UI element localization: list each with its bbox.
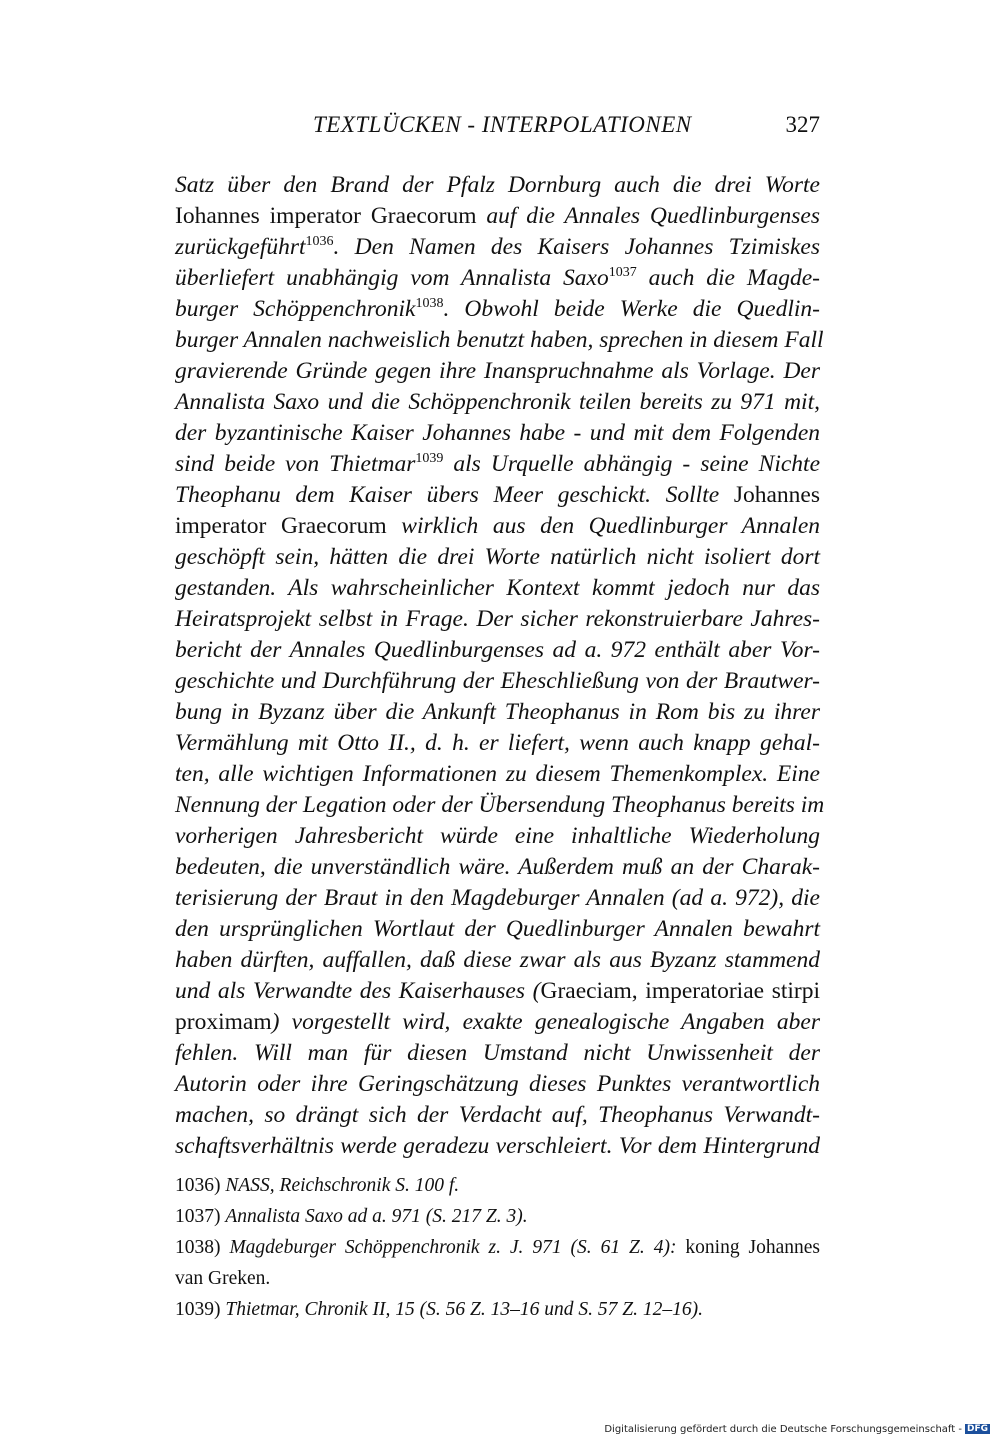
text-run: ) vorgestellt wird, exakte genealogische Angaben aber (271, 1009, 820, 1035)
text-run: machen, so drängt sich der Verdacht auf, Theophanus Verwandt- (175, 1102, 820, 1128)
body-line (175, 511, 820, 542)
text-run: sind beide von Thietmar (175, 451, 416, 477)
footnote-line (175, 1201, 820, 1232)
text-run: Thietmar, Chronik II, 15 (S. 56 Z. 13–16 und S. 57 Z. 12–16). (225, 1299, 703, 1320)
body-line (175, 1069, 820, 1100)
text-run: burger Schöppenchronik (175, 296, 416, 322)
text-run: 1038) (175, 1237, 230, 1258)
digitization-credit (604, 1424, 990, 1435)
body-line (175, 790, 825, 821)
text-run: . Obwohl beide Werke die Quedlin- (443, 296, 820, 322)
text-run: van Greken. (175, 1268, 271, 1289)
text-run: Magdeburger Schöppenchronik z. J. 971 (S. 61 Z. 4): (229, 1237, 677, 1258)
footnote-ref: 1037 (608, 265, 637, 280)
body-line (175, 170, 820, 201)
body-line (175, 666, 820, 697)
text-run: haben dürften, auffallen, daß diese zwar als aus Byzanz stammend (175, 947, 820, 973)
footnote-line (175, 1294, 820, 1325)
footnote-line (175, 1263, 820, 1294)
text-run: Graeciam, imperatoriae stirpi (540, 978, 820, 1004)
text-run: auch die Magde- (636, 265, 820, 291)
text-run: Annalista Saxo und die Schöppenchronik teilen bereits zu 971 mit, (175, 389, 820, 415)
text-run: bedeuten, die unverständlich wäre. Außerdem muß an der Charak- (175, 854, 820, 880)
text-run: und als Verwandte des Kaiserhauses ( (175, 978, 541, 1004)
text-run: bung in Byzanz über die Ankunft Theophanus in Rom bis zu ihrer (175, 699, 820, 725)
dfg-logo: DFG (966, 1424, 988, 1434)
footnote-ref: 1036 (305, 234, 334, 249)
text-run: Autorin oder ihre Geringschätzung dieses Punktes verantwortlich (175, 1071, 820, 1097)
footnote-line (175, 1232, 820, 1263)
text-run: den ursprünglichen Wortlaut der Quedlinburger Annalen bewahrt (175, 916, 820, 942)
body-line (175, 449, 820, 480)
footnotes (175, 1170, 820, 1325)
body-line (175, 1100, 820, 1131)
body-line (175, 480, 820, 511)
text-run: gravierende Gründe gegen ihre Inanspruchnahme als Vorlage. Der (175, 358, 820, 384)
text-run: zurückgeführt (175, 234, 306, 260)
body-line (175, 945, 820, 976)
body-line (175, 821, 820, 852)
text-run: ten, alle wichtigen Informationen zu diesem Themenkomplex. Eine (175, 761, 820, 787)
footnote-ref: 1038 (415, 296, 444, 311)
text-run: Vermählung mit Otto II., d. h. er liefert, wenn auch knapp gehal- (175, 730, 820, 756)
body-line (175, 232, 820, 263)
text-run: burger Annalen nachweislich benutzt haben, sprechen in diesem Fall (175, 327, 824, 353)
credit-text: Digitalisierung gefördert durch die Deutsche Forschungsgemeinschaft - (604, 1424, 962, 1435)
footnote-ref: 1039 (415, 451, 444, 466)
body-text (175, 170, 825, 1162)
running-title: TEXTLÜCKEN - INTERPOLATIONEN (313, 112, 692, 137)
text-run: Iohannes imperator Graecorum (175, 203, 487, 229)
body-line (175, 387, 820, 418)
text-run: Annalista Saxo ad a. 971 (S. 217 Z. 3). (225, 1206, 528, 1227)
text-run: geschichte und Durchführung der Eheschließung von der Brautwer- (175, 668, 820, 694)
body-line (175, 418, 820, 449)
body-line (175, 1131, 820, 1162)
body-line (175, 542, 820, 573)
body-line (175, 852, 820, 883)
text-run: gestanden. Als wahrscheinlicher Kontext kommt jedoch nur das (175, 575, 820, 601)
text-run: 1039) (175, 1299, 226, 1320)
body-line (175, 356, 820, 387)
text-run: koning Johannes (676, 1237, 820, 1258)
text-run: terisierung der Braut in den Magdeburger Annalen (ad a. 972), die (175, 885, 820, 911)
text-run: . Den Namen des Kaisers Johannes Tzimiskes (333, 234, 820, 260)
body-line (175, 325, 824, 356)
text-run: NASS, Reichschronik S. 100 f. (225, 1175, 460, 1196)
body-line (175, 1038, 820, 1069)
text-run: bericht der Annales Quedlinburgenses ad a. 972 enthält aber Vor- (175, 637, 820, 663)
text-run: überliefert unabhängig vom Annalista Saxo (175, 265, 609, 291)
body-line (175, 883, 820, 914)
text-run: Theophanu dem Kaiser übers Meer geschickt. Sollte (175, 482, 734, 508)
text-run: Heiratsprojekt selbst in Frage. Der sicher rekonstruierbare Jahres- (175, 606, 820, 632)
text-run: proximam (175, 1009, 272, 1035)
text-run: auf die Annales Quedlinburgenses (486, 203, 820, 229)
footnote-line (175, 1170, 820, 1201)
text-run: als Urquelle abhängig - seine Nichte (443, 451, 820, 477)
text-run: imperator Graecorum (175, 513, 402, 539)
body-line (175, 914, 820, 945)
text-run: der byzantinische Kaiser Johannes habe - und mit dem Folgenden (175, 420, 820, 446)
running-head (175, 112, 820, 148)
body-line (175, 635, 820, 666)
body-line (175, 294, 820, 325)
body-line (175, 1007, 820, 1038)
body-line (175, 728, 820, 759)
text-run: Nennung der Legation oder der Übersendung Theophanus bereits im (175, 792, 825, 818)
text-run: schaftsverhältnis werde geradezu verschleiert. Vor dem Hintergrund (175, 1133, 820, 1159)
body-line (175, 759, 820, 790)
text-run: 1037) (175, 1206, 226, 1227)
text-run: vorherigen Jahresbericht würde eine inhaltliche Wiederholung (175, 823, 820, 849)
page-number: 327 (785, 112, 820, 137)
body-line (175, 976, 820, 1007)
text-run: Satz über den Brand der Pfalz Dornburg auch die drei Worte (175, 172, 820, 198)
text-run: wirklich aus den Quedlinburger Annalen (401, 513, 820, 539)
text-run: 1036) (175, 1175, 226, 1196)
text-run: Johannes (733, 482, 820, 508)
body-line (175, 573, 820, 604)
text-run: fehlen. Will man für diesen Umstand nicht Unwissenheit der (175, 1040, 820, 1066)
body-line (175, 263, 820, 294)
body-line (175, 697, 820, 728)
text-run: geschöpft sein, hätten die drei Worte natürlich nicht isoliert dort (175, 544, 820, 570)
body-line (175, 604, 820, 635)
body-line (175, 201, 820, 232)
